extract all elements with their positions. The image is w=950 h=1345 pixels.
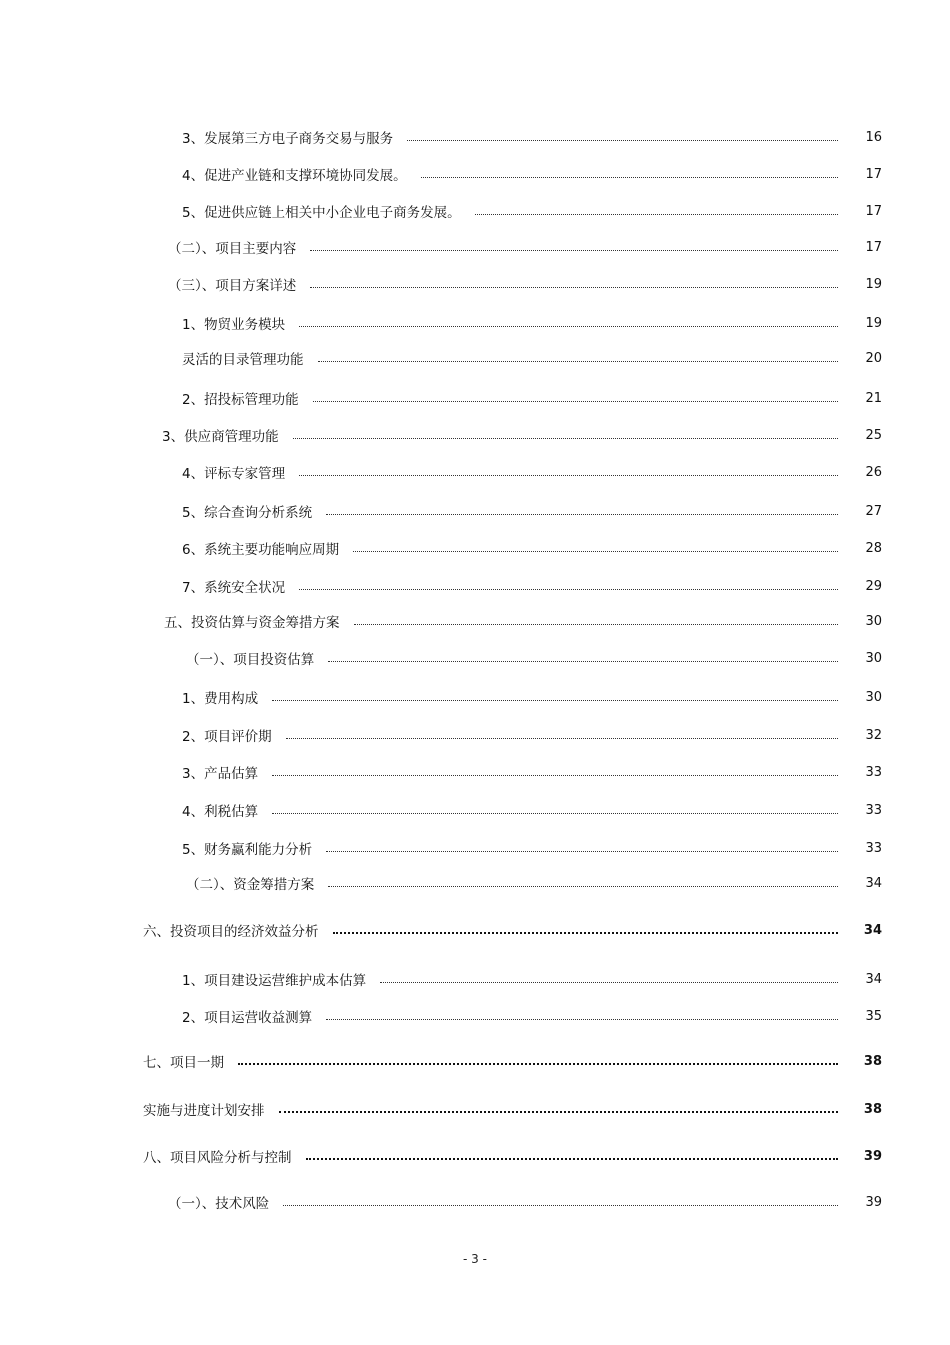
toc-entry-label: （二）、项目主要内容: [168, 241, 297, 257]
dot-leader: [310, 287, 838, 288]
toc-entry-label: 2、项目评价期: [182, 729, 272, 745]
toc-entry-page: 38: [863, 1053, 882, 1069]
toc-entry-label: 3、发展第三方电子商务交易与服务: [182, 131, 394, 147]
toc-entry: [164, 611, 882, 631]
toc-entry-page: 32: [865, 727, 882, 743]
toc-entry-page: 19: [865, 276, 882, 292]
dot-leader: [272, 813, 838, 814]
toc-entry-page: 30: [865, 650, 882, 666]
dot-leader: [353, 551, 838, 552]
toc-entry-page: 17: [865, 166, 882, 182]
toc-entry: [168, 237, 882, 257]
dot-leader: [328, 661, 838, 662]
toc-entry-page: 33: [865, 764, 882, 780]
dot-leader: [313, 401, 838, 402]
toc-entry: [182, 762, 882, 782]
toc-entry: [182, 969, 882, 989]
toc-entry: [182, 462, 882, 482]
toc-entry-label: 3、产品估算: [182, 766, 259, 782]
toc-entry: [182, 501, 882, 521]
toc-entry-label: （一）、项目投资估算: [186, 652, 315, 668]
toc-entry: [186, 648, 882, 668]
toc-entry-label: 六、投资项目的经济效益分析: [143, 924, 319, 940]
toc-entry-page: 17: [865, 239, 882, 255]
toc-entry-label: 4、评标专家管理: [182, 466, 286, 482]
dot-leader: [306, 1158, 839, 1160]
toc-entry-label: （一）、技术风险: [168, 1196, 270, 1212]
dot-leader: [299, 589, 838, 590]
toc-entry-page: 33: [865, 840, 882, 856]
toc-entry: [182, 838, 882, 858]
toc-entry-label: 五、投资估算与资金筹措方案: [164, 615, 340, 631]
toc-entry-page: 34: [865, 971, 882, 987]
toc-entry-label: （三）、项目方案详述: [168, 278, 297, 294]
toc-entry-page: 29: [865, 578, 882, 594]
toc-entry-label: 七、项目一期: [143, 1055, 224, 1071]
dot-leader: [333, 932, 839, 934]
toc-entry-label: 6、系统主要功能响应周期: [182, 542, 340, 558]
toc-entry-page: 30: [865, 613, 882, 629]
toc-entry-label: 1、项目建设运营维护成本估算: [182, 973, 367, 989]
toc-entry: [143, 1146, 882, 1166]
toc-entry-label: 2、招投标管理功能: [182, 392, 299, 408]
toc-entry-label: 八、项目风险分析与控制: [143, 1150, 292, 1166]
toc-entry: [182, 576, 882, 596]
dot-leader: [286, 738, 838, 739]
dot-leader: [326, 1019, 838, 1020]
toc-entry-label: 实施与进度计划安排: [143, 1103, 265, 1119]
toc-entry-label: 1、费用构成: [182, 691, 259, 707]
toc-entry: [143, 1099, 882, 1119]
toc-entry-page: 30: [865, 689, 882, 705]
toc-entry-label: 4、促进产业链和支撑环境协同发展。: [182, 168, 407, 184]
toc-entry: [182, 164, 882, 184]
toc-entry: [182, 348, 882, 368]
toc-entry: [182, 1006, 882, 1026]
toc-entry: [182, 201, 882, 221]
toc-entry: [182, 313, 882, 333]
toc-entry-page: 34: [863, 922, 882, 938]
dot-leader: [421, 177, 838, 178]
dot-leader: [293, 438, 838, 439]
toc-entry-label: 3、供应商管理功能: [162, 429, 279, 445]
toc-entry-label: 5、综合查询分析系统: [182, 505, 313, 521]
toc-entry: [143, 920, 882, 940]
dot-leader: [310, 250, 838, 251]
dot-leader: [326, 851, 838, 852]
toc-entry-page: 35: [865, 1008, 882, 1024]
toc-entry-label: （二）、资金筹措方案: [186, 877, 315, 893]
toc-entry: [182, 800, 882, 820]
dot-leader: [299, 475, 838, 476]
toc-entry-page: 16: [865, 129, 882, 145]
toc-entry: [182, 538, 882, 558]
dot-leader: [272, 775, 838, 776]
toc-entry-page: 21: [865, 390, 882, 406]
toc-entry-page: 39: [863, 1148, 882, 1164]
toc-entry-label: 7、系统安全状况: [182, 580, 286, 596]
dot-leader: [354, 624, 839, 625]
dot-leader: [238, 1063, 838, 1065]
toc-entry-label: 灵活的目录管理功能: [182, 352, 304, 368]
toc-entry-page: 28: [865, 540, 882, 556]
toc-entry-label: 1、物贸业务模块: [182, 317, 286, 333]
dot-leader: [299, 326, 838, 327]
toc-entry-page: 33: [865, 802, 882, 818]
toc-entry-label: 4、利税估算: [182, 804, 259, 820]
dot-leader: [475, 214, 838, 215]
toc-entry-label: 2、项目运营收益测算: [182, 1010, 313, 1026]
toc-entry: [182, 725, 882, 745]
toc-entry: [182, 388, 882, 408]
dot-leader: [279, 1111, 839, 1113]
dot-leader: [328, 886, 838, 887]
toc-entry-page: 26: [865, 464, 882, 480]
toc-entry-label: 5、促进供应链上相关中小企业电子商务发展。: [182, 205, 461, 221]
toc-entry: [182, 127, 882, 147]
toc-entry: [168, 274, 882, 294]
dot-leader: [380, 982, 838, 983]
toc-entry-label: 5、财务赢利能力分析: [182, 842, 313, 858]
dot-leader: [407, 140, 838, 141]
toc-entry-page: 25: [865, 427, 882, 443]
toc-entry-page: 27: [865, 503, 882, 519]
dot-leader: [318, 361, 839, 362]
toc-entry: [168, 1192, 882, 1212]
toc-entry-page: 39: [865, 1194, 882, 1210]
toc-entry: [162, 425, 882, 445]
page-number: - 3 -: [463, 1252, 487, 1266]
toc-entry: [186, 873, 882, 893]
toc-entry-page: 17: [865, 203, 882, 219]
dot-leader: [272, 700, 838, 701]
dot-leader: [326, 514, 838, 515]
toc-entry: [182, 687, 882, 707]
toc-entry-page: 19: [865, 315, 882, 331]
dot-leader: [283, 1205, 838, 1206]
toc-entry-page: 34: [865, 875, 882, 891]
toc-entry-page: 20: [865, 350, 882, 366]
toc-entry: [143, 1051, 882, 1071]
toc-entry-page: 38: [863, 1101, 882, 1117]
